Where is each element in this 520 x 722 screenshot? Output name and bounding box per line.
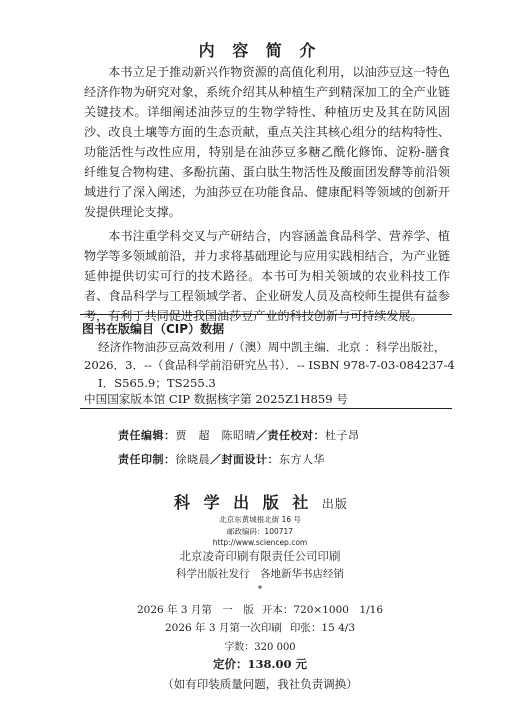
print-date: 2026 年 3 月第一次印刷: [164, 622, 282, 634]
editor-value: 贾 超 陈昭晴: [175, 429, 256, 442]
credit-line-editors: [118, 427, 360, 443]
cip-bottom-rule: [80, 408, 452, 409]
cip-top-rule: [80, 314, 452, 315]
summary-paragraph-1: 本书立足于推动新兴作物资源的高值化利用，以油莎豆这一特色经济作物为研究对象，系统介绍其从种植生产到精深加工的全产业链关键技术。详细阐述油莎豆的生物学特性、种植历史及其在防风固沙、改良土壤等方面的生态贡献，重点关注其核心组分的结构特性、功能活性与改性应用，特别是在油莎豆多糖乙酰化修饰、淀粉-膳食纤维复合物构建、多酚抗菌、蛋白肽生物活性及酸面团发酵等前沿领域进行了深入阐述，为油莎豆在功能食品、健康配料等领域的创新开发提供理论支撑。: [84, 65, 450, 219]
publisher-postcode: 邮政编码：100717: [226, 527, 294, 536]
summary-title: 内 容 简 介: [198, 41, 322, 60]
cip-line-2: 2026．3．--（食品科学前沿研究丛书）．-- ISBN 978-7-03-084237-4: [84, 358, 455, 372]
edition-date: 2026 年 3 月第 一 版: [136, 604, 254, 616]
cip-title: 图书在版编目（CIP）数据: [82, 322, 225, 336]
price-value: 138.00 元: [247, 657, 308, 671]
proof-label: ／责任校对：: [256, 429, 325, 442]
cip-line-4: 中国国家版本馆 CIP 数据核字第 2025Z1H859 号: [84, 392, 348, 406]
credit-line-print: [118, 451, 325, 467]
cover-label: ／封面设计：: [210, 453, 279, 466]
separator-star: *: [257, 585, 263, 595]
editor-label: 责任编辑：: [118, 429, 176, 442]
proof-value: 杜子昂: [325, 429, 360, 442]
publisher-website: http://www.sciencep.com: [212, 538, 308, 547]
book-format: 开本：720×1000 1/16: [261, 604, 384, 616]
quality-notice: （如有印装质量问题，我社负责调换）: [162, 677, 358, 691]
publisher-address: 北京东黄城根北街 16 号: [219, 515, 301, 524]
cover-value: 东方人华: [279, 453, 325, 466]
cip-line-1: 经济作物油莎豆高效利用 /（澳）周中凯主编．北京 ：科学出版社，: [98, 340, 446, 354]
word-count: 字数：320 000: [224, 642, 296, 653]
distribution-line: 科学出版社发行 各地新华书店经销: [176, 568, 344, 580]
printer-line: 北京凌奇印刷有限责任公司印刷: [179, 549, 341, 563]
print-label: 责任印制：: [118, 453, 176, 466]
publisher-suffix: 出版: [321, 497, 348, 511]
publisher-name: [174, 490, 348, 513]
price-label: 定价：: [212, 657, 248, 671]
print-sheets: 印张：15 4/3: [289, 622, 356, 634]
edition-line: [0, 602, 520, 617]
publisher-logo-text: 科 学 出 版 社: [174, 493, 313, 512]
cip-line-3: Ⅰ．S565.9；TS255.3: [98, 376, 216, 390]
print-value: 徐晓晨: [175, 453, 210, 466]
price-line: [0, 656, 520, 672]
summary-paragraph-2: 本书注重学科交叉与产研结合，内容涵盖食品科学、营养学、植物学等多领域前沿，并力求将基础理论与应用实践相结合，为产业链延伸提供切实可行的技术路径。本书可为相关领域的农业科技工作者、食品科学与工程领域学者、企业研发人员及高校师生提供有益参考，有利于共同促进我国油莎豆产业的科技创新与可持续发展。: [84, 229, 450, 323]
printing-line: [0, 620, 520, 635]
